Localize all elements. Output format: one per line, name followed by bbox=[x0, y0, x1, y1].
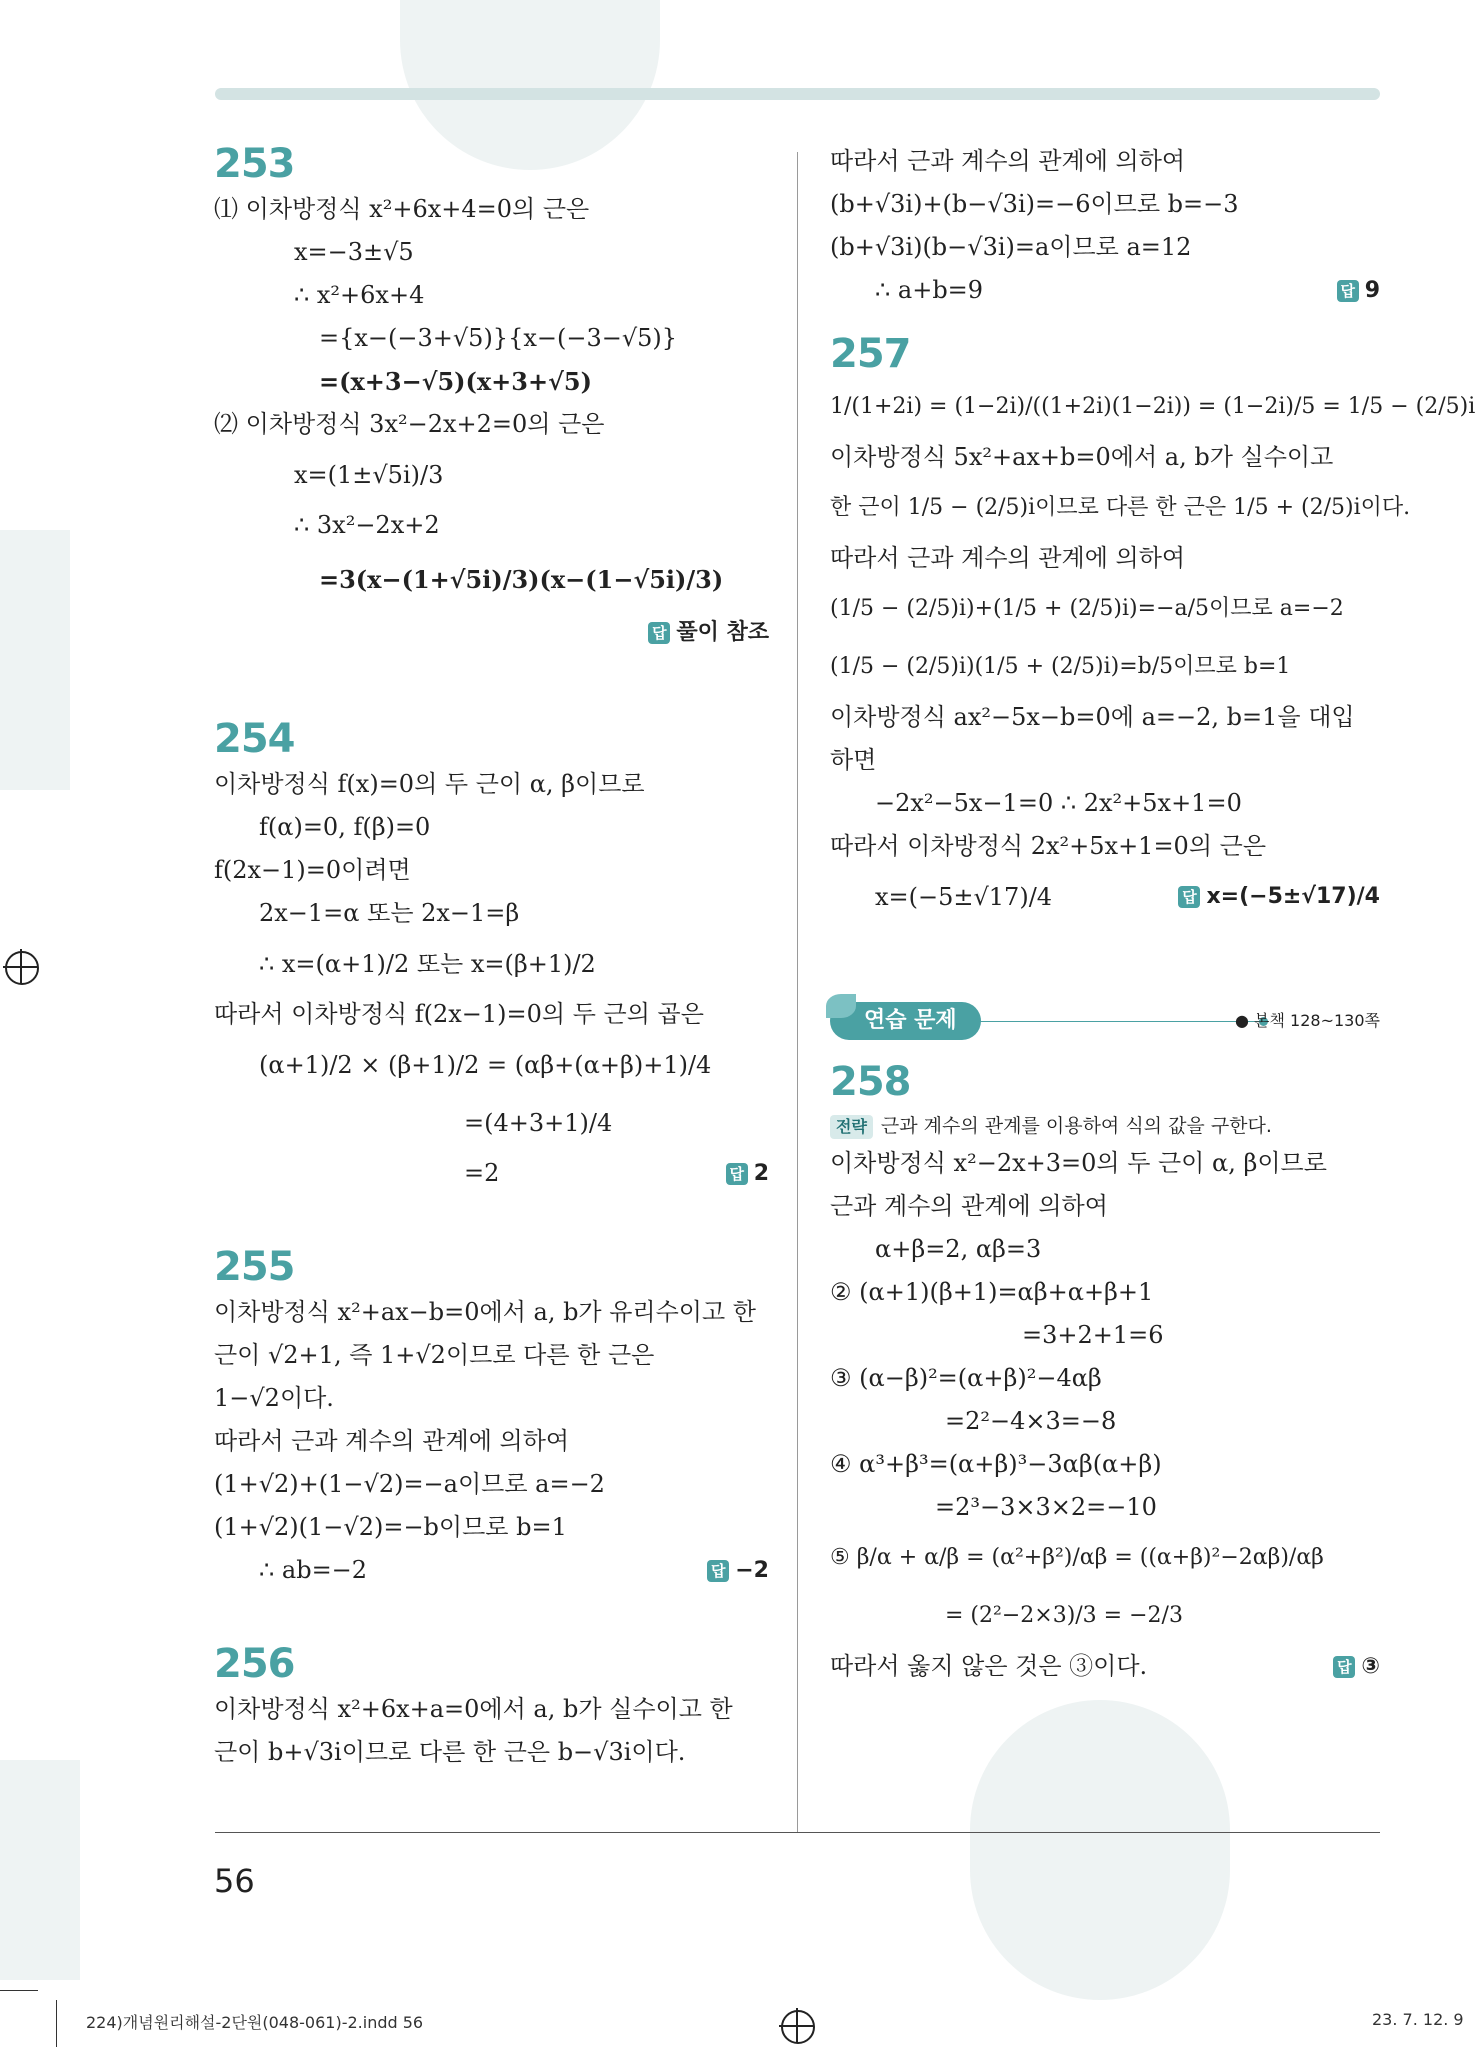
solution-line: (1/5 − (2/5)i)(1/5 + (2/5)i)=b/5이므로 b=1 bbox=[830, 654, 1291, 679]
watermark-shape bbox=[0, 530, 70, 790]
answer-badge: 답 bbox=[1337, 280, 1359, 302]
solution-line: ⑵ 이차방정식 3x²−2x+2=0의 근은 bbox=[214, 410, 605, 438]
problem-number: 253 bbox=[214, 141, 295, 187]
watermark-shape bbox=[970, 1700, 1230, 2000]
answer-line bbox=[214, 613, 769, 653]
solution-line: f(α)=0, f(β)=0 bbox=[259, 813, 431, 841]
practice-rule bbox=[980, 1021, 1260, 1022]
solution-line: =3+2+1=6 bbox=[1022, 1321, 1164, 1349]
problem-258 bbox=[830, 1058, 1380, 1688]
conclusion: 따라서 옳지 않은 것은 ③이다. bbox=[830, 1652, 1148, 1680]
solution-line: α+β=2, αβ=3 bbox=[875, 1235, 1042, 1263]
problem-253 bbox=[214, 140, 769, 653]
solution-line: (b+√3i)(b−√3i)=a이므로 a=12 bbox=[830, 233, 1192, 261]
solution-line: 근이 √2+1, 즉 1+√2이므로 다른 한 근은 bbox=[214, 1341, 655, 1369]
solution-line: 1/(1+2i) = (1−2i)/((1+2i)(1−2i)) = (1−2i)/5 = 1/5 − (2/5)i bbox=[830, 394, 1476, 419]
answer bbox=[707, 1549, 769, 1592]
solution-line: ③ (α−β)²=(α+β)²−4αβ bbox=[830, 1364, 1102, 1392]
solution-line: (α+1)/2 × (β+1)/2 = (αβ+(α+β)+1)/4 bbox=[259, 1051, 712, 1079]
problem-254 bbox=[214, 715, 769, 1195]
solution-line: =(x+3−√5)(x+3+√5) bbox=[319, 367, 592, 396]
result: x=(−5±√17)/4 bbox=[875, 883, 1053, 911]
problem-255 bbox=[214, 1243, 769, 1592]
solution-line: ⑴ 이차방정식 x²+6x+4=0의 근은 bbox=[214, 195, 590, 223]
strategy-text: 근과 계수의 관계를 이용하여 식의 값을 구한다. bbox=[880, 1115, 1272, 1137]
leaf-icon bbox=[826, 994, 856, 1018]
strategy-badge: 전략 bbox=[830, 1115, 873, 1139]
solution-line: ={x−(−3+√5)}{x−(−3−√5)} bbox=[319, 324, 678, 352]
answer bbox=[1337, 269, 1380, 312]
answer-badge: 답 bbox=[726, 1163, 748, 1185]
solution-line: x=−3±√5 bbox=[294, 238, 414, 266]
answer-text: −2 bbox=[735, 1558, 769, 1583]
footer-file: 224)개념원리해설-2단원(048-061)-2.indd 56 bbox=[86, 2013, 424, 2032]
solution-line: x=(1±√5i)/3 bbox=[294, 461, 444, 489]
page-number: 56 bbox=[214, 1862, 255, 1900]
registration-mark-icon bbox=[5, 951, 39, 985]
solution-line: (1+√2)(1−√2)=−b이므로 b=1 bbox=[214, 1513, 567, 1541]
solution-line: (b+√3i)+(b−√3i)=−6이므로 b=−3 bbox=[830, 190, 1239, 218]
solution-line: 근과 계수의 관계에 의하여 bbox=[830, 1192, 1108, 1220]
registration-mark-icon bbox=[781, 2010, 815, 2044]
left-column bbox=[214, 140, 769, 1774]
problem-number: 257 bbox=[830, 331, 911, 377]
solution-line bbox=[214, 1152, 769, 1195]
solution-line bbox=[830, 868, 1380, 926]
result: =2 bbox=[464, 1159, 500, 1187]
solution-line: 이차방정식 x²+ax−b=0에서 a, b가 유리수이고 한 bbox=[214, 1298, 756, 1326]
right-column bbox=[830, 140, 1476, 1688]
answer bbox=[648, 613, 769, 653]
solution-line: 하면 bbox=[830, 746, 877, 774]
answer-badge: 답 bbox=[1178, 886, 1200, 908]
solution-line: =(4+3+1)/4 bbox=[464, 1109, 613, 1137]
answer-text: ③ bbox=[1361, 1654, 1380, 1679]
practice-header bbox=[830, 996, 1380, 1048]
answer-badge: 답 bbox=[648, 622, 670, 644]
crop-mark bbox=[56, 2000, 57, 2047]
answer-badge: 답 bbox=[707, 1560, 729, 1582]
answer-text: 9 bbox=[1364, 278, 1380, 303]
solution-line: = (2²−2×3)/3 = −2/3 bbox=[945, 1603, 1183, 1628]
answer-text: 2 bbox=[753, 1161, 769, 1186]
solution-line: 이차방정식 5x²+ax+b=0에서 a, b가 실수이고 bbox=[830, 443, 1334, 471]
solution-line bbox=[830, 1645, 1380, 1688]
solution-line: 이차방정식 x²+6x+a=0에서 a, b가 실수이고 한 bbox=[214, 1695, 733, 1723]
solution-line: ∴ x²+6x+4 bbox=[294, 281, 425, 309]
problem-256 bbox=[214, 1640, 769, 1774]
strategy-line bbox=[830, 1106, 1380, 1142]
solution-line: =2³−3×3×2=−10 bbox=[935, 1493, 1157, 1521]
solution-line: ④ α³+β³=(α+β)³−3αβ(α+β) bbox=[830, 1450, 1162, 1478]
problem-number: 255 bbox=[214, 1244, 295, 1290]
solution-line: 1−√2이다. bbox=[214, 1384, 334, 1412]
problem-number: 254 bbox=[214, 716, 295, 762]
solution-line bbox=[214, 1549, 769, 1592]
crop-mark bbox=[0, 1990, 38, 1991]
answer bbox=[1333, 1645, 1380, 1688]
solution-line: (1+√2)+(1−√2)=−a이므로 a=−2 bbox=[214, 1470, 605, 1498]
watermark-shape bbox=[0, 1760, 80, 1980]
solution-line: −2x²−5x−1=0 ∴ 2x²+5x+1=0 bbox=[875, 789, 1242, 817]
solution-line: 따라서 이차방정식 f(2x−1)=0의 두 근의 곱은 bbox=[214, 1000, 704, 1028]
solution-line: =3(x−(1+√5i)/3)(x−(1−√5i)/3) bbox=[319, 565, 724, 594]
problem-number: 258 bbox=[830, 1059, 911, 1105]
answer bbox=[726, 1152, 769, 1195]
solution-line: 따라서 이차방정식 2x²+5x+1=0의 근은 bbox=[830, 832, 1267, 860]
solution-line: ② (α+1)(β+1)=αβ+α+β+1 bbox=[830, 1278, 1154, 1306]
solution-line: 이차방정식 f(x)=0의 두 근이 α, β이므로 bbox=[214, 770, 645, 798]
result: ∴ a+b=9 bbox=[875, 276, 984, 304]
solution-line: (1/5 − (2/5)i)+(1/5 + (2/5)i)=−a/5이므로 a=−2 bbox=[830, 596, 1344, 621]
solution-line: ⑤ β/α + α/β = (α²+β²)/αβ = ((α+β)²−2αβ)/αβ bbox=[830, 1545, 1324, 1570]
textbook-reference: ● 본책 128~130쪽 bbox=[1235, 1011, 1380, 1030]
solution-line: ∴ 3x²−2x+2 bbox=[294, 511, 440, 539]
solution-line: 한 근이 1/5 − (2/5)i이므로 다른 한 근은 1/5 + (2/5)i이다. bbox=[830, 495, 1411, 520]
answer-text: x=(−5±√17)/4 bbox=[1206, 884, 1380, 909]
solution-line: 근이 b+√3i이므로 다른 한 근은 b−√3i이다. bbox=[214, 1738, 686, 1766]
problem-number: 256 bbox=[214, 1641, 295, 1687]
solution-line: 따라서 근과 계수의 관계에 의하여 bbox=[830, 544, 1186, 572]
answer-text: 풀이 참조 bbox=[676, 620, 769, 645]
solution-line: f(2x−1)=0이려면 bbox=[214, 856, 411, 884]
result: ∴ ab=−2 bbox=[259, 1556, 368, 1584]
solution-line: 이차방정식 ax²−5x−b=0에 a=−2, b=1을 대입 bbox=[830, 703, 1355, 731]
answer-badge: 답 bbox=[1333, 1656, 1355, 1678]
solution-line: 이차방정식 x²−2x+3=0의 두 근이 α, β이므로 bbox=[830, 1149, 1327, 1177]
practice-label: 연습 문제 bbox=[830, 1002, 981, 1040]
column-divider bbox=[797, 152, 798, 1832]
solution-line: =2²−4×3=−8 bbox=[945, 1407, 1117, 1435]
top-bar bbox=[215, 88, 1380, 100]
footer-date: 23. 7. 12. 9 bbox=[1372, 2010, 1464, 2029]
problem-256-continued bbox=[830, 140, 1380, 312]
solution-line: ∴ x=(α+1)/2 또는 x=(β+1)/2 bbox=[259, 950, 596, 978]
problem-257 bbox=[830, 330, 1476, 926]
answer bbox=[1178, 868, 1380, 926]
bottom-rule bbox=[215, 1832, 1380, 1833]
solution-line: 따라서 근과 계수의 관계에 의하여 bbox=[214, 1427, 570, 1455]
solution-line: 2x−1=α 또는 2x−1=β bbox=[259, 899, 520, 927]
solution-line bbox=[830, 269, 1380, 312]
solution-line: 따라서 근과 계수의 관계에 의하여 bbox=[830, 147, 1186, 175]
